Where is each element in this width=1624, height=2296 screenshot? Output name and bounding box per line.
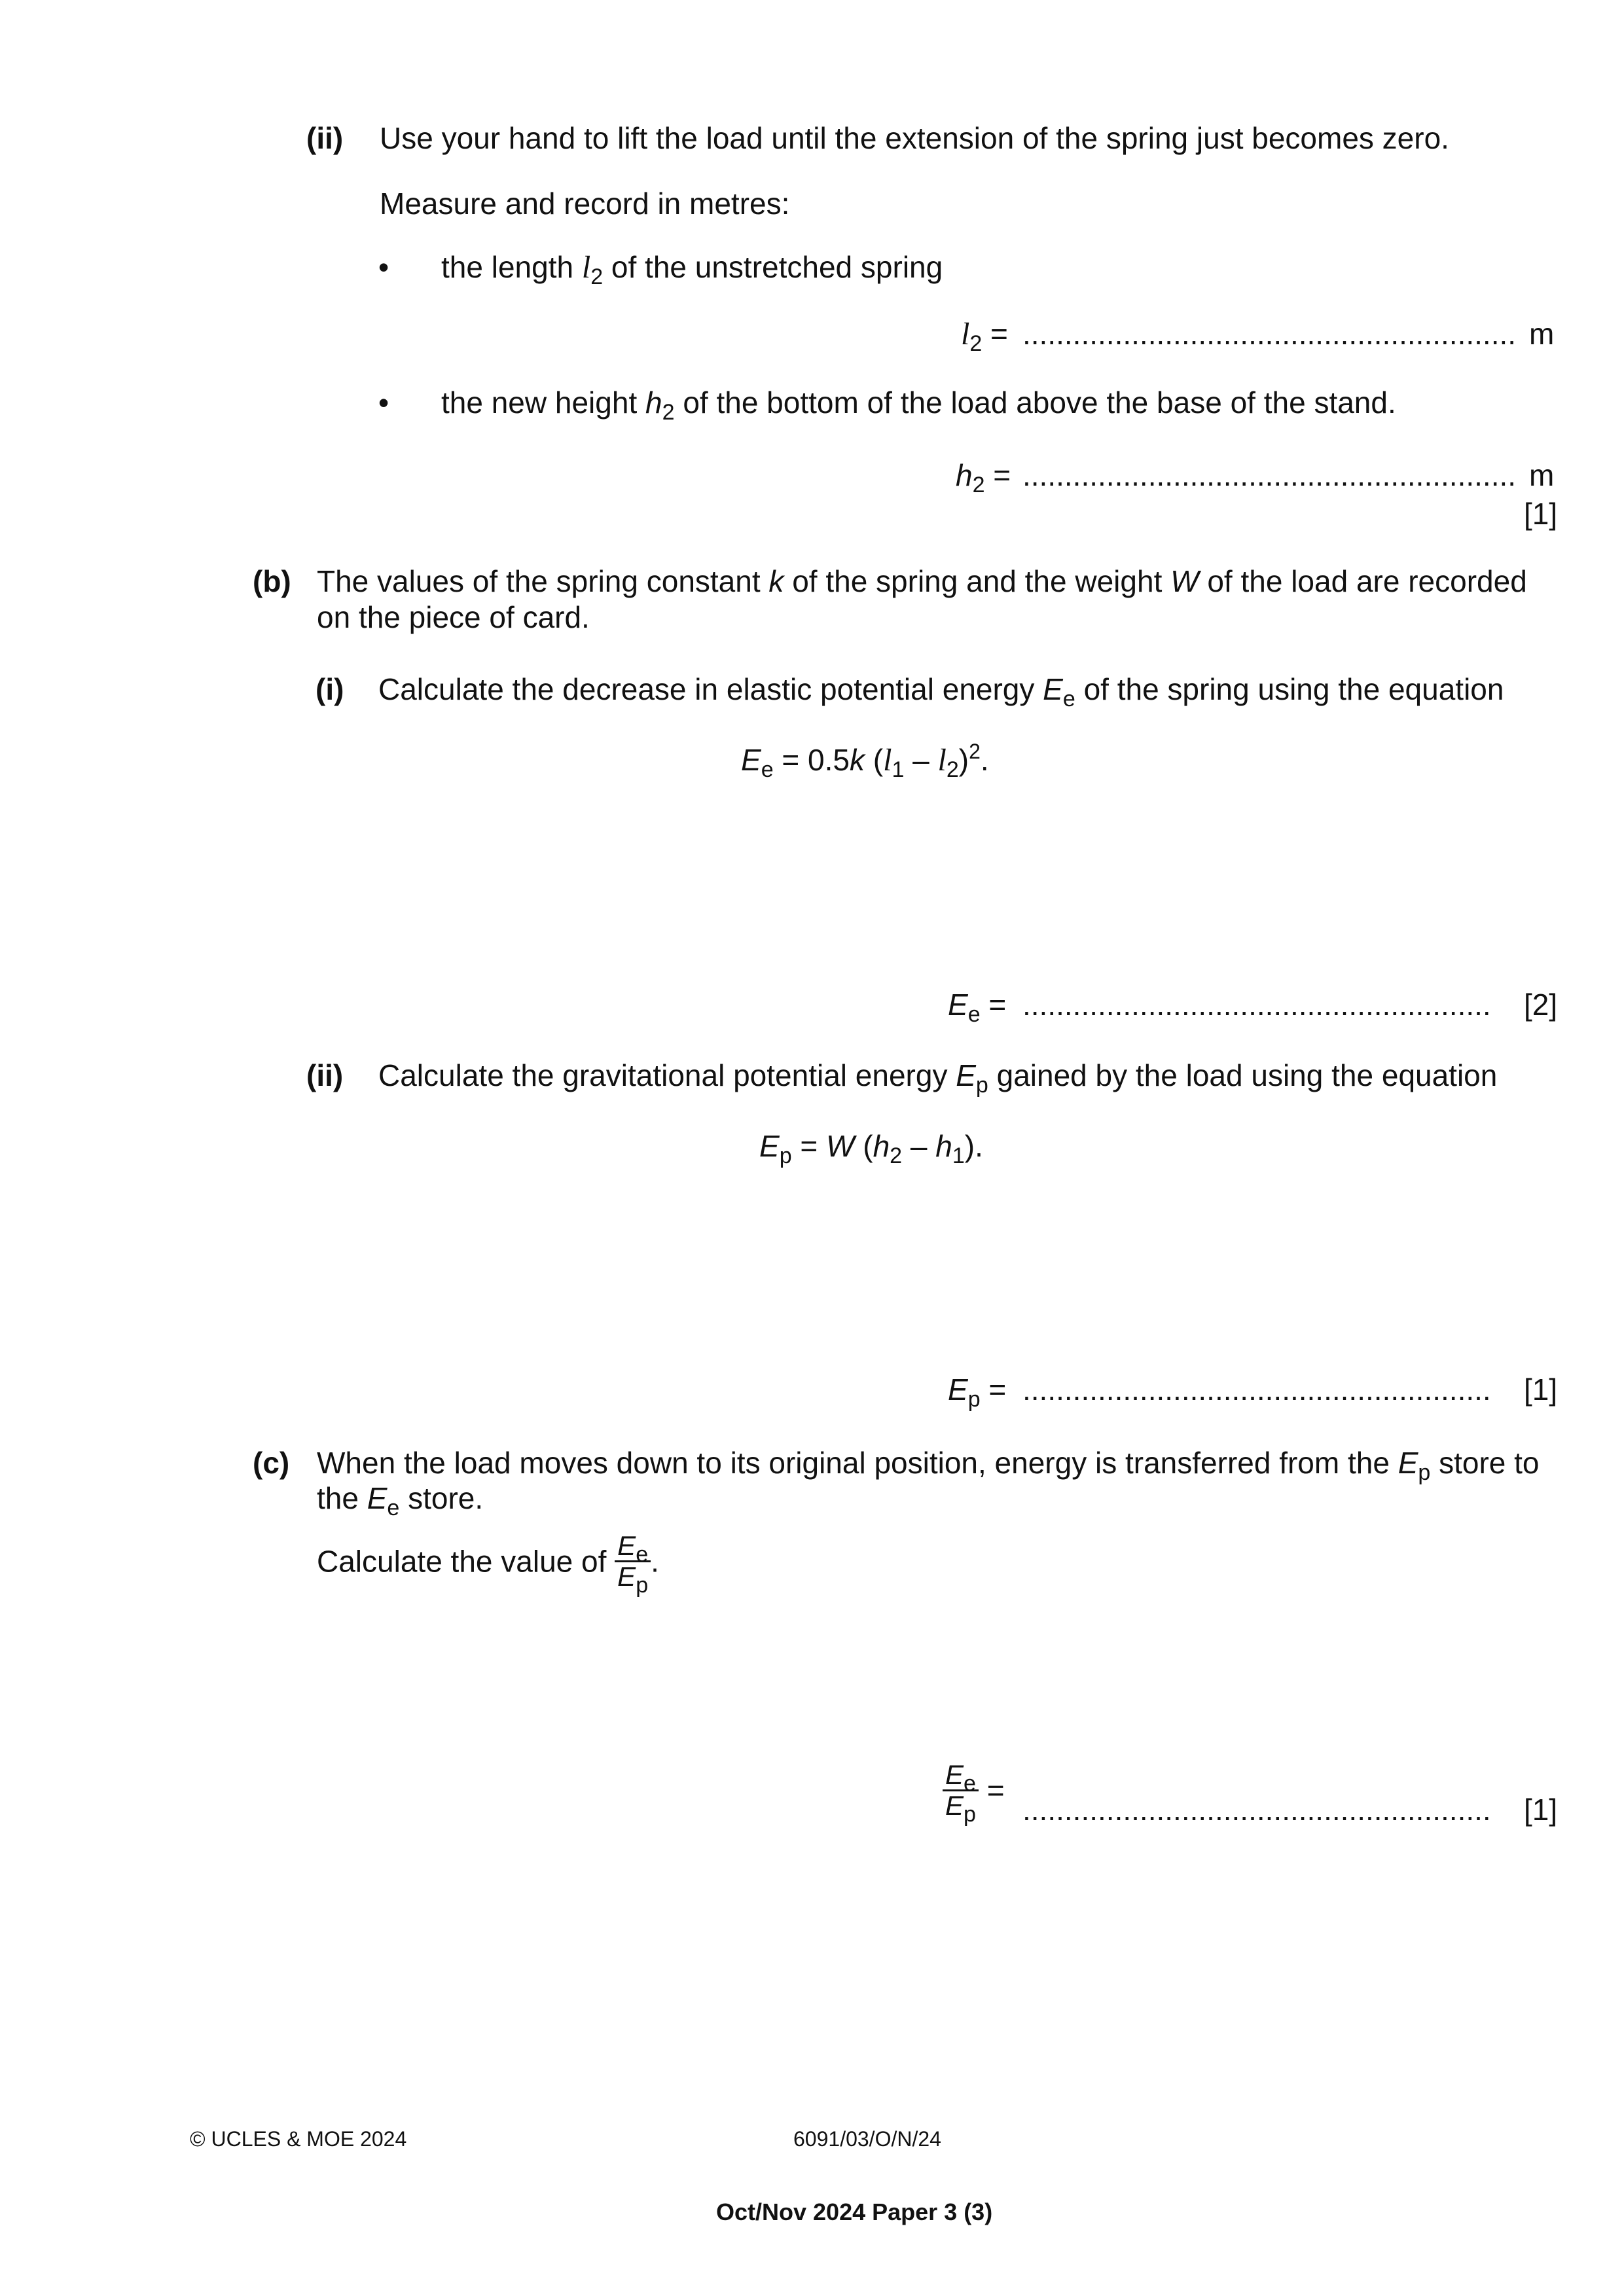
footer-copyright: © UCLES & MOE 2024	[190, 2127, 407, 2151]
equation-elastic-energy: $E_e = 0.5k$ $(l_1 - l_2)^2$.	[741, 740, 989, 782]
answer-h2-line[interactable]: ...........................................................	[1022, 458, 1517, 492]
part-b-label: (b)	[253, 564, 291, 598]
part-b-ii-text: Calculate the gravitational potential energy $E_p$ gained by the load using the equation	[378, 1058, 1498, 1098]
bullet-length-text: the length $l_2$ of the unstretched spring	[441, 250, 943, 289]
bullet-height-text: the new height $h_2$ of the bottom of the load above the base of the stand.	[441, 386, 1396, 425]
part-a-ii-label: (ii)	[306, 121, 344, 155]
answer-ratio: $\frac{E_e}{E_p}$ =	[943, 1761, 1005, 1820]
equation-gravitational-energy: $E_p = W$ $(h_2 - h_1)$.	[759, 1129, 983, 1168]
answer-Ee: $E_e$ =	[948, 988, 1007, 1027]
marks-b-ii: [1]	[1524, 1372, 1558, 1407]
marks-b-i: [2]	[1524, 988, 1558, 1022]
unit-l2: m	[1529, 317, 1555, 351]
footer-session: Oct/Nov 2024 Paper 3 (3)	[716, 2198, 993, 2225]
part-c-label: (c)	[253, 1446, 290, 1480]
marks-a-ii: [1]	[1524, 497, 1558, 531]
part-b-ii-label: (ii)	[306, 1058, 344, 1092]
part-b-i-label: (i)	[316, 672, 344, 706]
part-c-text: When the load moves down to its original position, energy is transferred from the $E_p$ store to	[317, 1446, 1540, 1485]
answer-Ee-line[interactable]: ........................................................	[1022, 988, 1491, 1022]
answer-l2-line[interactable]: ...........................................................	[1022, 317, 1517, 351]
part-c-calc: Calculate the value of $\frac{E_e}{E_p}$ .	[317, 1530, 659, 1598]
answer-Ep: $E_p$ =	[948, 1372, 1007, 1412]
part-a-ii-instruction: Use your hand to lift the load until the extension of the spring just becomes zero.	[380, 121, 1449, 155]
ratio-fraction: $\frac{E_e}{E_p}$	[615, 1532, 651, 1591]
unit-h2: m	[1529, 458, 1555, 492]
bullet-marker: •	[378, 386, 389, 420]
bullet-marker: •	[378, 250, 389, 284]
part-b-text: The values of the spring constant k of the spring and the weight W of the load are recorded	[317, 564, 1527, 598]
part-b-text-line2: on the piece of card.	[317, 600, 590, 634]
answer-h2: $h_2$ =	[956, 458, 1011, 497]
part-b-i-text: Calculate the decrease in elastic potential energy $E_e$ of the spring using the equation	[378, 672, 1504, 711]
answer-l2: $l_2$ =	[961, 317, 1008, 356]
footer-paper-code: 6091/03/O/N/24	[793, 2127, 941, 2151]
part-c-text-line2: the $E_e$ store.	[317, 1481, 484, 1520]
marks-c: [1]	[1524, 1793, 1558, 1827]
answer-ratio-line[interactable]: ........................................................	[1022, 1793, 1491, 1827]
answer-Ep-line[interactable]: ........................................................	[1022, 1372, 1491, 1407]
measure-text: Measure and record in metres:	[380, 187, 790, 221]
